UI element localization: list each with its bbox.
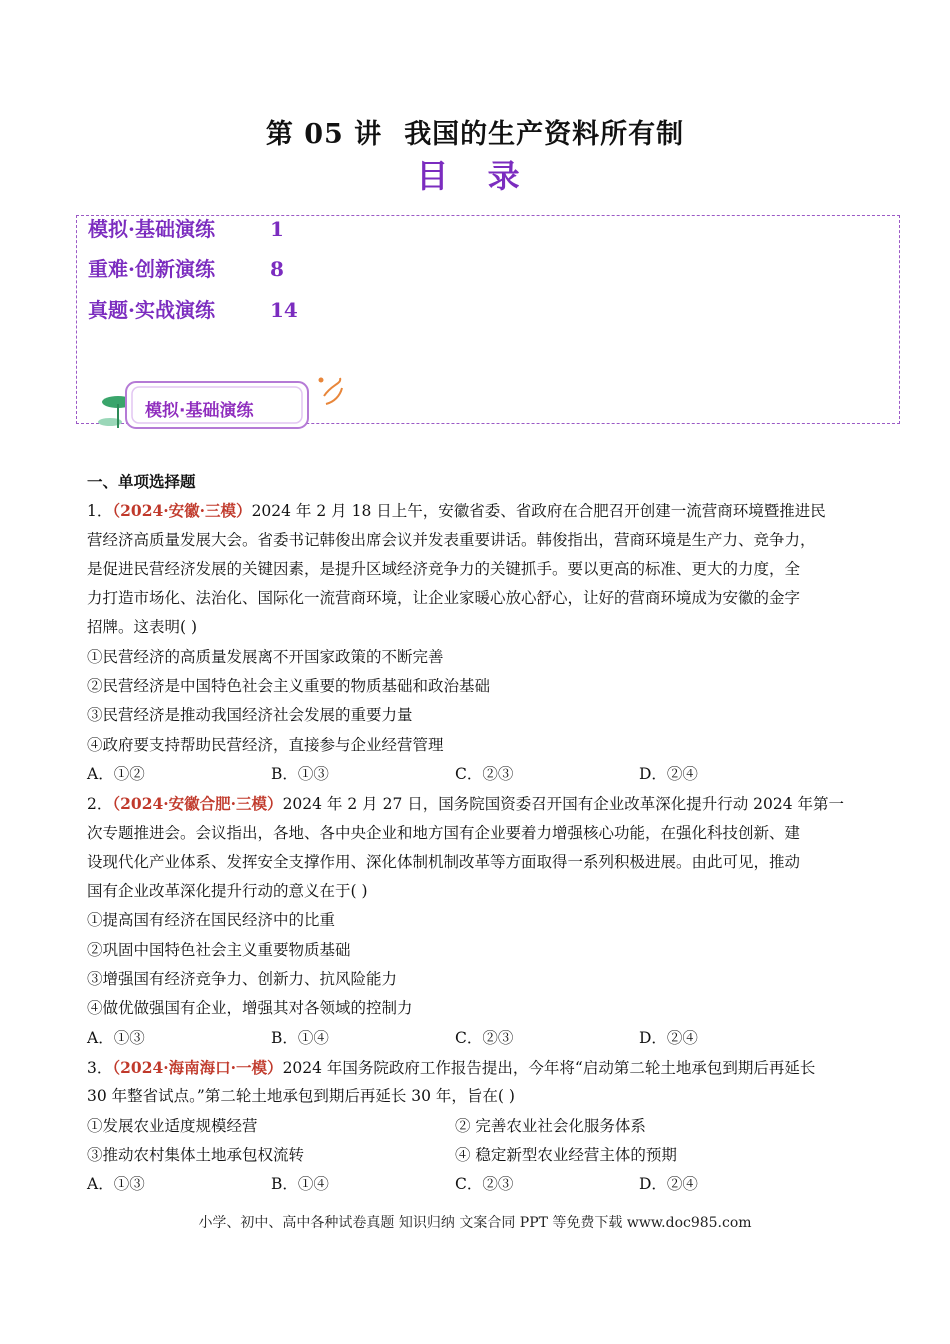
statement: ①提高国有经济在国民经济中的比重 [87,911,336,930]
question-stem-line: 招牌。这表明( ) [87,618,198,637]
answer-options [87,1024,867,1053]
question-stem-line: 30 年整省试点。”第二轮土地承包到期后再延长 30 年，旨在( ) [87,1087,515,1106]
statement: ④政府要支持帮助民营经济，直接参与企业经营管理 [87,735,444,754]
question-stem-line: 是促进民营经济发展的关键因素，是提升区域经济竞争力的关键抓手。要以更高的标准、更大的力度，全 [87,559,801,578]
question-stem-line: 2024 年 2 月 18 日上午，安徽省委、省政府在合肥召开创建一流营商环境暨推进民 [251,502,826,521]
option-d[interactable]: D．②④ [639,1175,698,1194]
statement: ④做优做强国有企业，增强其对各领域的控制力 [87,999,413,1018]
toc-heading: 目 录 [416,157,534,195]
answer-options [87,760,867,789]
question-source: （2024·安徽合肥·三模） [112,794,283,814]
statement: ①民营经济的高质量发展离不开国家政策的不断完善 [87,647,444,666]
option-d[interactable]: D．②④ [639,1028,698,1047]
toc-item-label: 重难·创新演练 [88,257,215,281]
toc-item-3[interactable] [88,294,298,323]
answer-options [87,1170,867,1199]
question-stem-line: 力打造市场化、法治化、国际化一流营商环境，让企业家暖心放心舒心，让好的营商环境成为安徽的金字 [87,589,801,608]
statement: ② 完善农业社会化服务体系 [455,1116,646,1135]
toc-item-1[interactable] [88,213,284,242]
option-a[interactable]: A．①② [87,764,145,783]
toc-item-page: 8 [270,257,284,281]
statement: ①发展农业适度规模经营 [87,1116,258,1135]
question-number: 2． [87,795,113,814]
statement: ③增强国有经济竞争力、创新力、抗风险能力 [87,970,398,989]
statement: ③推动农村集体土地承包权流转 [87,1145,305,1164]
question-1 [87,496,867,789]
option-c[interactable]: C．②③ [455,1028,514,1047]
option-c[interactable]: C．②③ [455,764,514,783]
statement: ②民营经济是中国特色社会主义重要的物质基础和政治基础 [87,677,491,696]
option-a[interactable]: A．①③ [87,1175,145,1194]
question-stem-line: 国有企业改革深化提升行动的意义在于( ) [87,882,368,901]
lecture-number: 第 05 讲 [265,119,383,150]
section-banner-label: 模拟·基础演练 [145,401,254,421]
statement: ②巩固中国特色社会主义重要物质基础 [87,940,351,959]
toc-item-page: 14 [270,298,298,322]
statement: ④ 稳定新型农业经营主体的预期 [455,1145,677,1164]
question-stem-line: 2024 年国务院政府工作报告提出，今年将“启动第二轮土地承包到期后再延长 [282,1058,816,1077]
option-b[interactable]: B．①③ [271,764,329,783]
statement: ③民营经济是推动我国经济社会发展的重要力量 [87,706,413,725]
question-stem-line: 次专题推进会。会议指出，各地、各中央企业和地方国有企业要着力增强核心功能，在强化科技创新、建 [87,823,801,842]
toc-item-label: 模拟·基础演练 [88,217,215,241]
question-3 [87,1053,867,1199]
toc-item-page: 1 [270,217,284,241]
option-b[interactable]: B．①④ [271,1028,329,1047]
page-footer: 小学、初中、高中各种试卷真题 知识归纳 文案合同 PPT 等免费下载 www.doc985.com [198,1215,752,1231]
question-number: 3． [87,1058,113,1077]
option-c[interactable]: C．②③ [455,1175,514,1194]
option-a[interactable]: A．①③ [87,1028,145,1047]
option-b[interactable]: B．①④ [271,1175,329,1194]
section-title: 一、单项选择题 [87,472,196,491]
question-source: （2024·安徽·三模） [112,501,252,521]
toc-item-label: 真题·实战演练 [88,298,215,322]
lecture-topic: 我国的生产资料所有制 [404,119,685,150]
question-stem-line: 营经济高质量发展大会。省委书记韩俊出席会议并发表重要讲话。韩俊指出，营商环境是生产力、竞争力， [87,530,816,549]
question-number: 1． [87,502,113,521]
question-stem-line: 2024 年 2 月 27 日，国务院国资委召开国有企业改革深化提升行动 2024 年第一 [282,795,845,814]
question-source: （2024·海南海口·一模） [112,1057,283,1077]
document-title [0,112,950,151]
toc-item-2[interactable] [88,253,284,282]
option-d[interactable]: D．②④ [639,764,698,783]
question-stem-line: 设现代化产业体系、发挥安全支撑作用、深化体制机制改革等方面取得一系列积极进展。由此可见，推动 [87,852,801,871]
flourish-icon [324,378,342,404]
question-2 [87,789,867,1053]
question-content [87,467,867,1199]
